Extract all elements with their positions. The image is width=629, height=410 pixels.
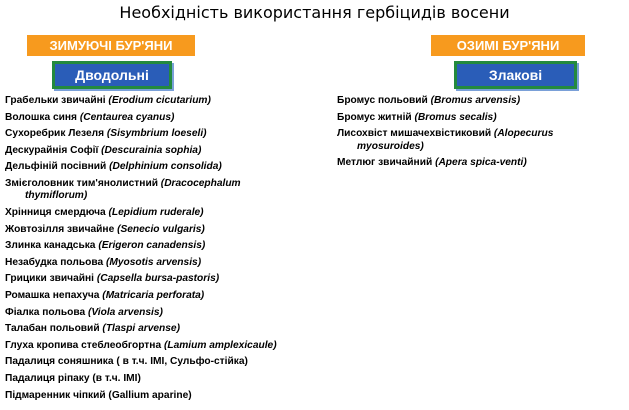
weed-latin-name: (Bromus arvensis)	[430, 95, 521, 106]
list-item	[5, 110, 335, 127]
weed-common-name: Незабудка польова	[5, 256, 106, 268]
list-item	[5, 271, 335, 288]
wintering-weeds-header: ЗИМУЮЧІ БУР'ЯНИ	[27, 35, 195, 56]
list-item	[5, 255, 335, 272]
weed-common-name: Грицики звичайні	[5, 273, 97, 285]
list-item	[337, 93, 627, 110]
list-item	[5, 338, 335, 355]
weed-latin-name: (Viola arvensis)	[87, 306, 163, 318]
weed-latin-name: (Delphinium consolida)	[109, 161, 222, 173]
page-title: Необхідність використання гербіцидів восени	[119, 3, 510, 22]
weed-latin-name: (Capsella bursa-pastoris)	[96, 273, 220, 285]
grasses-subheader: Злакові	[454, 61, 577, 89]
weed-latin-name: (Sisymbrium loeseli)	[106, 128, 207, 140]
weed-common-name: Бромус польовий	[337, 95, 431, 106]
list-item	[5, 126, 335, 143]
weed-common-name: Жовтозілля звичайне	[5, 223, 118, 235]
weed-latin-name: (Matricaria perforata)	[102, 289, 205, 301]
weed-common-name: Сухоребрик Лезеля	[5, 128, 107, 140]
list-item	[337, 110, 627, 127]
list-item	[5, 305, 335, 322]
list-item	[5, 238, 335, 255]
weed-common-name: Дельфіній посівний	[5, 161, 110, 173]
weed-latin-name-continued: thymiflorum)	[25, 190, 88, 202]
list-item	[5, 93, 335, 110]
weed-latin-name: (Dracocephalum	[160, 177, 241, 189]
list-item	[5, 371, 335, 388]
weed-latin-name: (Lamium amplexicaule)	[163, 339, 277, 351]
weed-common-name: Падалиця соняшника ( в т.ч. IMI, Сульфо-стійка)	[5, 356, 248, 368]
weed-common-name: Ромашка непахуча	[5, 289, 103, 301]
weed-common-name: Лисохвіст мишачехвістиковий	[337, 128, 494, 140]
weed-latin-name-continued: myosuroides)	[357, 140, 424, 152]
list-item	[5, 159, 335, 176]
weed-common-name: Підмаренник чіпкий (Gallium aparine)	[5, 389, 192, 401]
weed-common-name: Глуха кропива стеблеобгортна	[5, 339, 164, 351]
weed-latin-name: (Bromus secalis)	[414, 111, 497, 123]
list-item	[5, 321, 335, 338]
list-item	[337, 126, 627, 155]
weed-common-name: Злинка канадська	[5, 240, 99, 252]
list-item	[337, 155, 627, 172]
weed-common-name: Падалиця ріпаку (в т.ч. IMI)	[5, 372, 141, 384]
list-item	[5, 176, 335, 205]
dicots-subheader: Дводольні	[52, 61, 172, 89]
list-item	[5, 354, 335, 371]
dicot-weeds-list	[5, 93, 335, 404]
winter-weeds-header: ОЗИМІ БУР'ЯНИ	[431, 35, 585, 56]
weed-latin-name: (Senecio vulgaris)	[117, 223, 205, 235]
list-item	[5, 222, 335, 239]
weed-latin-name: (Erigeron canadensis)	[98, 240, 206, 252]
weed-common-name: Дескурайнія Софії	[5, 144, 102, 156]
weed-latin-name: (Apera spica-venti)	[435, 157, 527, 169]
weed-common-name: Волошка синя	[5, 111, 80, 123]
weed-latin-name: (Alopecurus	[493, 128, 554, 140]
weed-latin-name: (Myosotis arvensis)	[105, 256, 202, 268]
weed-common-name: Хрінниця смердюча	[5, 206, 109, 218]
weed-common-name: Метлюг звичайний	[337, 157, 436, 169]
list-item	[5, 388, 335, 405]
list-item	[5, 288, 335, 305]
list-item	[5, 143, 335, 160]
grass-weeds-list	[337, 93, 627, 172]
weed-latin-name: (Lepidium ruderale)	[108, 206, 204, 218]
weed-common-name: Талабан польовий	[5, 323, 103, 335]
list-item	[5, 205, 335, 222]
weed-latin-name: (Erodium cicutarium)	[108, 95, 211, 106]
weed-common-name: Змієголовник тим'янолистний	[5, 177, 161, 189]
weed-common-name: Бромус житній	[337, 111, 415, 123]
weed-latin-name: (Tlaspi arvense)	[102, 323, 180, 335]
weed-latin-name: (Centaurea cyanus)	[79, 111, 175, 123]
weed-latin-name: (Descurainia sophia)	[101, 144, 202, 156]
weed-common-name: Фіалка польова	[5, 306, 88, 318]
weed-common-name: Грабельки звичайні	[5, 95, 109, 106]
